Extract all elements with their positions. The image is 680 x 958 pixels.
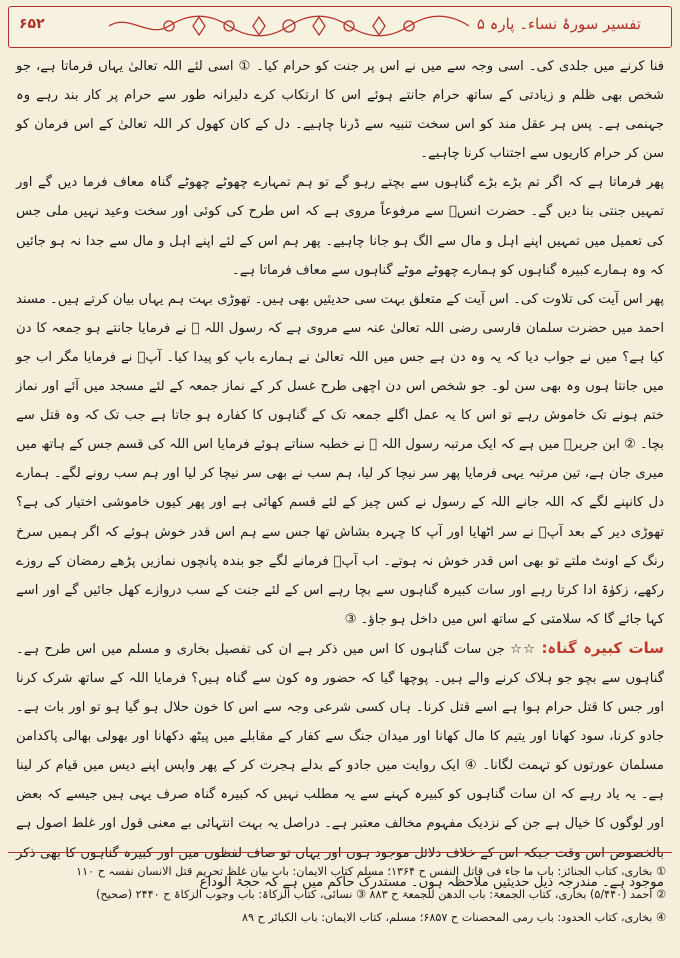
paragraph-3: پھر اس آیت کی تلاوت کی۔ اس آیت کے متعلق بہت سی حدیثیں بھی ہیں۔ تھوڑی بہت ہم یہاں بیان کرتے ہیں۔ مسند احمد میں حضرت سلمان فارسی رضی اللہ تعالیٰ عنہ سے مروی ہے کہ رسول اللہ ﷺ نے فرمایا جانتے ہو جمعہ کا دن کیا ہے؟ میں نے جواب دیا کہ یہ وہ دن ہے جس میں اللہ تعالیٰ نے ہمارے باپ کو پیدا کیا۔ آپؐ نے فرمایا مگر اب جو میں جانتا ہوں وہ بھی سن لو۔ جو شخص اس دن اچھی طرح غسل کر کے نماز جمعہ کے لئے مسجد میں آئے اور نماز ختم ہونے تک خاموش رہے تو اس کا یہ عمل اگلے جمعہ تک کے گناہوں کا کفارہ ہو جاتا ہے جب تک کہ وہ قتل سے بچا۔ ② ابن جریرؒ میں ہے کہ ایک مرتبہ رسول اللہ ﷺ نے خطبہ سناتے ہوئے فرمایا اس اللہ کی قسم جس کے ہاتھ میں میری جان ہے، تین مرتبہ یہی فرمایا پھر سر نیچا کر لیا، ہم سب نے بھی سر نیچا کر لیا اور ہم سب رونے لگے۔ ہمارے دل کانپنے لگے کہ اللہ جانے اللہ کے رسول نے کس چیز کے لئے قسم کھائی ہے اور پھر کیوں خاموشی اختیار کی ہے؟ تھوڑی دیر کے بعد آپؐ نے سر اٹھایا اور آپ کا چہرہ بشاش تھا جس سے ہم اس قدر خوش ہوئے کہ اگر ہمیں سرخ رنگ کے اونٹ ملتے تو بھی اس قدر خوش نہ ہوتے۔ اب آپؐ فرمانے لگے جو بندہ پانچوں نمازیں پڑھے رمضان کے روزے رکھے، زکوٰۃ ادا کرتا رہے اور سات کبیرہ گناہوں سے بچا رہے اس کے لئے جنت کے سب دروازے کھل جائیں گے اور اسے کہا جائے گا کہ سلامتی کے ساتھ اس میں داخل ہو جاؤ۔ ③ [16,291,664,627]
paragraph-2: پھر فرماتا ہے کہ اگر تم بڑے بڑے گناہوں سے بچتے رہو گے تو ہم تمہارے چھوٹے چھوٹے گناہ معاف فرما دیں گے اور تمہیں جنتی بنا دیں گے۔ حضرت انسؓ سے مرفوعاً مروی ہے کہ اس طرح کی کوئی اور سخت وعید نہیں ملی جس کی تعمیل میں تمہیں اپنے اہل و مال سے الگ ہو جانا چاہیے۔ پھر ہم اس کے لئے اپنے اہل و مال سے جدا نہ ہو جائیں کہ وہ ہمارے کبیرہ گناہوں کو ہمارے چھوٹے موٹے گناہوں سے معاف فرماتا ہے۔ [16,175,664,278]
paragraph-4 [16,634,664,897]
footnote-divider [8,852,672,853]
paragraph-1: فنا کرنے میں جلدی کی۔ اسی وجہ سے میں نے اس پر جنت کو حرام کیا۔ ① اسی لئے اللہ تعالیٰ یہاں فرماتا ہے، جو شخص بھی ظلم و زیادتی کے ساتھ حرام جانتے ہوئے اس کا ارتکاب کرے دلیرانہ طور سے حرام پر کار بند رہے وہ جہنمی ہے۔ پس ہر عقل مند کو اس سخت تنبیہ سے ڈرنا چاہیے۔ دل کے کان کھول کر اللہ تعالیٰ کے اس فرمان کو سن کر حرام کاریوں سے اجتناب کرنا چاہیے۔ [16,59,664,162]
header-ornament-icon [99,13,479,39]
footnote-3: ④ بخاری، کتاب الحدود: باب رمی المحصنات ح ۶۸۵۷؛ مسلم، کتاب الایمان: باب الکبائر ح ۸۹ [241,911,666,924]
page-number: ۶۵۲ [19,16,45,32]
footnote-2: ② احمد (۵/۴۴۰) بخاری، کتاب الجمعۃ: باب الدھن للجمعۃ ح ۸۸۳ ③ نسائی، کتاب الزکاۃ: باب وجوب الزکاۃ ح ۲۴۴۰ (صحیح) [96,888,666,901]
footnote-1: ① بخاری، کتاب الجنائز: باب ما جاء فی قاتل النفس ح ۱۳۶۴؛ مسلم کتاب الایمان: باب بیان غلظ تحریم قتل الانسان نفسہ ح ۱۱۰ [76,865,666,878]
page-title: تفسیر سورۂ نساء۔ پارہ ۵ [476,15,641,33]
section-heading: سات کبیرہ گناہ: [541,638,664,657]
page-header [8,6,672,48]
footnotes [14,860,666,952]
paragraph-4-text: ☆☆ جن سات گناہوں کا اس میں ذکر ہے ان کی تفصیل بخاری و مسلم میں اس طرح ہے۔ گناہوں سے بچو جو ہلاک کرنے والے ہیں۔ پوچھا گیا کہ حضور وہ کون سے گناہ ہیں؟ فرمایا اللہ کے ساتھ شرک کرنا اور جس کا قتل حرام ہوا ہے اسے قتل کرنا۔ ہاں کسی شرعی وجہ سے اس کا خون حلال ہو گیا ہو تو اور بات ہے۔ جادو کرنا، سود کھانا اور یتیم کا مال کھانا اور میدان جنگ سے کفار کے مقابلے میں پیٹھ دکھانا اور بھولی بھالی پاکدامن مسلمان عورتوں کو تہمت لگانا۔ ④ ایک روایت میں جادو کے بدلے ہجرت کر کے پھر واپس اپنے دیس میں قیام کر لینا ہے۔ یہ یاد رہے کہ ان سات گناہوں کو کبیرہ کہنے سے یہ مطلب نہیں کہ کبیرہ گناہ صرف یہی ہیں جیسے کہ بعض اور لوگوں کا خیال ہے جن کے نزدیک مفہوم مخالف معتبر ہے۔ دراصل یہ بہت انتہائی بے معنی قول اور غلط اصول ہے بالخصوص اس وقت جبکہ اس کے خلاف دلائل موجود ہوں اور یہاں تو صاف لفظوں میں اور کبیرہ گناہوں کا بھی ذکر موجود ہے۔ مندرجہ ذیل حدیثیں ملاحظہ ہوں۔ مستدرک حاکم میں ہے کہ حجۃ الوداع [16,641,664,890]
